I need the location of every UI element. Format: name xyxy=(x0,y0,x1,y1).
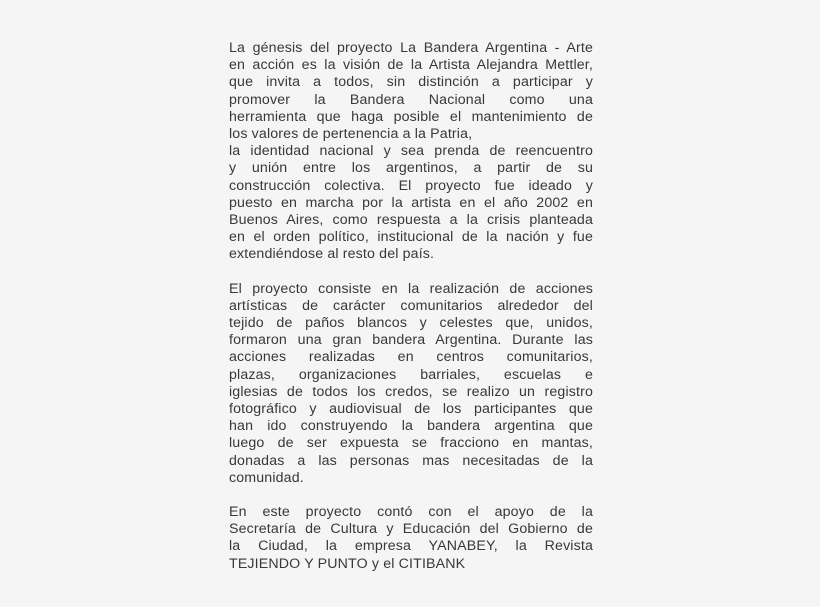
text-line: comunidad. xyxy=(229,469,304,486)
text-line: artísticas de carácter comunitarios alrededor del xyxy=(229,297,593,314)
text-line: herramienta que haga posible el mantenimiento de xyxy=(229,108,593,125)
text-line: tejido de paños blancos y celestes que, unidos, xyxy=(229,315,593,331)
text-line: la identidad nacional y sea prenda de reencuentro xyxy=(229,143,593,160)
document-body xyxy=(229,40,593,590)
text-line: que invita a todos, sin distinción a participar y xyxy=(229,74,593,91)
text-line: en acción es la visión de la Artista Alejandra Mettler, xyxy=(229,57,593,74)
paragraph xyxy=(229,504,593,573)
text-line: luego de ser expuesta se fracciono en mantas, xyxy=(229,435,593,452)
text-line: puesto en marcha por la artista en el año 2002 en xyxy=(229,194,593,211)
paragraph xyxy=(229,40,593,263)
text-line: han ido construyendo la bandera argentina que xyxy=(229,418,593,435)
text-line: En este proyecto contó con el apoyo de la xyxy=(229,504,593,521)
text-line: los valores de pertenencia a la Patria, xyxy=(229,125,473,142)
text-line: promover la Bandera Nacional como una xyxy=(229,91,593,108)
text-line: La génesis del proyecto La Bandera Argentina - Arte xyxy=(229,40,593,56)
text-line: formaron una gran bandera Argentina. Durante las xyxy=(229,332,593,349)
text-line: extendiéndose al resto del país. xyxy=(229,246,435,263)
text-line: acciones realizadas en centros comunitarios, xyxy=(229,349,593,366)
text-line: iglesias de todos los credos, se realizo un registro xyxy=(229,383,593,400)
text-line: Buenos Aires, como respuesta a la crisis planteada xyxy=(229,211,593,228)
text-line: en el orden político, institucional de la nación y fue xyxy=(229,229,593,246)
text-line: la Ciudad, la empresa YANABEY, la Revista xyxy=(229,538,593,555)
paragraph xyxy=(229,281,593,487)
text-line: TEJIENDO Y PUNTO y el CITIBANK xyxy=(229,555,466,572)
text-line: construcción colectiva. El proyecto fue ideado y xyxy=(229,177,593,194)
text-line: donadas a las personas mas necesitadas de la xyxy=(229,452,593,469)
text-line: plazas, organizaciones barriales, escuelas e xyxy=(229,366,593,383)
text-line: El proyecto consiste en la realización de acciones xyxy=(229,280,593,297)
text-line: y unión entre los argentinos, a partir de su xyxy=(229,160,593,177)
text-line: Secretaría de Cultura y Educación del Gobierno de xyxy=(229,521,593,538)
text-line: fotográfico y audiovisual de los participantes que xyxy=(229,400,593,417)
